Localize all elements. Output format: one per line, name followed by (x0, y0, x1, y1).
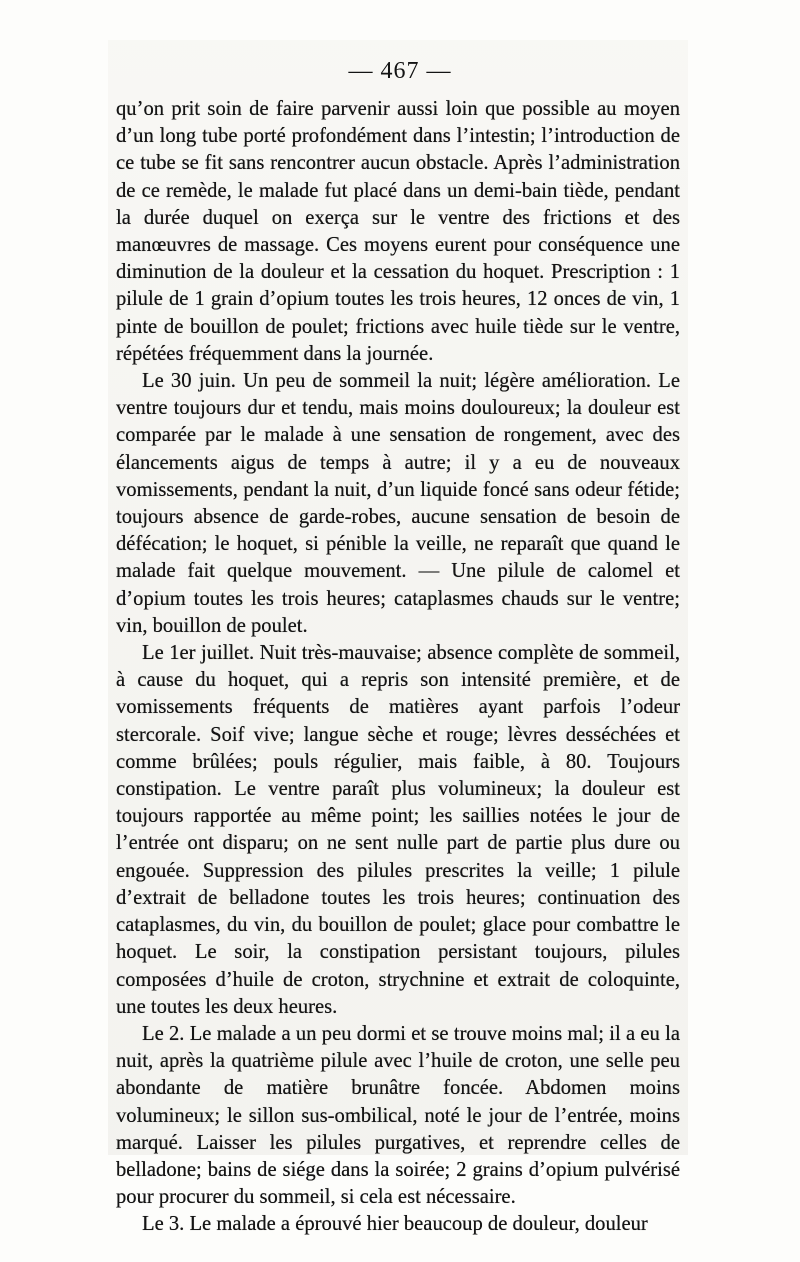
paragraph-5: Le 3. Le malade a éprouvé hier beaucoup de douleur, douleur (142, 1213, 648, 1236)
paragraph-3: Le 1er juillet. Nuit très-mauvaise; absence complète de sommeil, à cause du hoquet, qui a repris son intensité première, et de vomissements fréquents de matières ayant parfois l’odeur stercorale. Soif vive; langue sèche et rouge; lèvres desséchées et comme brûlées; pouls régulier, mais faible, à 80. Toujours constipation. Le ventre paraît plus volumineux; la douleur est toujours rapportée au même point; les saillies notées le jour de l’entrée ont disparu; on ne sent nulle part de partie plus dure ou engouée. Suppression des pilules prescrites la veille; 1 pilule d’extrait de belladone toutes les trois heures; continuation des cataplasmes, du vin, du bouillon de poulet; glace pour combattre le hoquet. Le soir, la constipation persistant toujours, pilules composées d’huile de croton, strychnine et extrait de coloquinte, une toutes les deux heures. (116, 642, 680, 1018)
paragraph-2: Le 30 juin. Un peu de sommeil la nuit; légère amélioration. Le ventre toujours dur et tendu, mais moins douloureux; la douleur est comparée par le malade à une sensation de rongement, avec des élancements aigus de temps à autre; il y a eu de nouveaux vomissements, pendant la nuit, d’un liquide foncé sans odeur fétide; toujours absence de garde-robes, aucune sensation de besoin de défécation; le hoquet, si pénible la veille, ne reparaît que quand le malade fait quelque mouvement. — Une pilule de calomel et d’opium toutes les trois heures; cataplasmes chauds sur le ventre; vin, bouillon de poulet. (116, 370, 680, 637)
page-number: — 467 — (348, 58, 452, 84)
body-text (116, 96, 680, 1239)
paragraph-4: Le 2. Le malade a un peu dormi et se trouve moins mal; il a eu la nuit, après la quatrième pilule avec l’huile de croton, une selle peu abondante de matière brunâtre foncée. Abdomen moins volumineux; le sillon sus-ombilical, noté le jour de l’entrée, moins marqué. Laisser les pilules purgatives, et reprendre celles de belladone; bains de siége dans la soirée; 2 grains d’opium pulvérisé pour procurer du sommeil, si cela est nécessaire. (116, 1022, 680, 1209)
paragraph-1: qu’on prit soin de faire parvenir aussi loin que possible au moyen d’un long tube porté profondément dans l’intestin; l’introduction de ce tube se fit sans rencontrer aucun obstacle. Après l’administration de ce remède, le malade fut placé dans un demi-bain tiède, pendant la durée duquel on exerça sur le ventre des frictions et des manœuvres de massage. Ces moyens eurent pour conséquence une diminution de la douleur et la cessation du hoquet. Prescription : 1 pilule de 1 grain d’opium toutes les trois heures, 12 onces de vin, 1 pinte de bouillon de poulet; frictions avec huile tiède sur le ventre, répétées fréquemment dans la journée. (116, 98, 680, 365)
